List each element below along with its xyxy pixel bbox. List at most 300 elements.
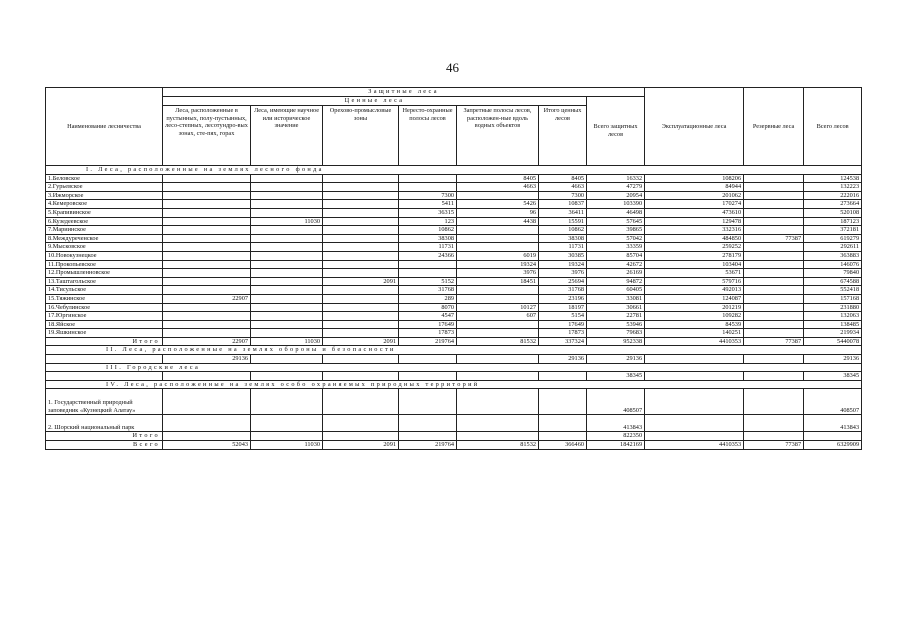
cell-value <box>744 286 804 295</box>
cell-value: 47279 <box>587 183 645 192</box>
cell-value: 1842169 <box>587 441 645 450</box>
cell-value: 273664 <box>804 200 862 209</box>
cell-value <box>163 432 251 441</box>
cell-value: 10862 <box>539 226 587 235</box>
cell-value: 822350 <box>587 432 645 441</box>
cell-value: 473610 <box>645 208 744 217</box>
section-title: II. Леса, расположенные на землях обороны и безопасности <box>46 346 862 355</box>
cell-value: 219764 <box>399 441 457 450</box>
cell-value <box>323 329 399 338</box>
section-header-row <box>46 380 862 389</box>
table-row <box>46 312 862 321</box>
cell-value <box>163 226 251 235</box>
cell-value: 38308 <box>539 234 587 243</box>
cell-value: 5411 <box>399 200 457 209</box>
cell-value <box>744 269 804 278</box>
cell-value: 4663 <box>457 183 539 192</box>
cell-value: 38345 <box>587 372 645 381</box>
table-row <box>46 329 862 338</box>
cell-value <box>323 389 399 415</box>
header-exploitation: Эксплуатационные леса <box>645 88 744 166</box>
cell-value: 17649 <box>399 320 457 329</box>
cell-value: 219934 <box>804 329 862 338</box>
cell-value <box>645 432 744 441</box>
cell-value: 30385 <box>539 251 587 260</box>
cell-value: 408507 <box>804 389 862 415</box>
cell-value: 7300 <box>399 191 457 200</box>
cell-value: 109282 <box>645 312 744 321</box>
cell-value <box>323 294 399 303</box>
cell-value: 408507 <box>587 389 645 415</box>
row-name: 6.Кузедеевское <box>46 217 163 226</box>
cell-value: 94872 <box>587 277 645 286</box>
cell-value <box>163 217 251 226</box>
cell-value <box>744 303 804 312</box>
cell-value: 16332 <box>587 174 645 183</box>
cell-value <box>163 234 251 243</box>
cell-value: 46498 <box>587 208 645 217</box>
cell-value: 3976 <box>457 269 539 278</box>
row-name: 10.Новокузнецкое <box>46 251 163 260</box>
cell-value: 10862 <box>399 226 457 235</box>
cell-value: 372181 <box>804 226 862 235</box>
cell-value <box>457 191 539 200</box>
cell-value: 2091 <box>323 337 399 346</box>
table-row <box>46 208 862 217</box>
cell-value: 278179 <box>645 251 744 260</box>
cell-value <box>323 372 399 381</box>
cell-value: 29136 <box>539 355 587 364</box>
cell-value: 552418 <box>804 286 862 295</box>
table-row <box>46 432 862 441</box>
cell-value <box>744 174 804 183</box>
cell-value <box>163 260 251 269</box>
cell-value: 607 <box>457 312 539 321</box>
section-header-row <box>46 363 862 372</box>
cell-value <box>457 226 539 235</box>
page-number: 46 <box>446 60 459 75</box>
cell-value <box>163 389 251 415</box>
cell-value <box>323 355 399 364</box>
row-name: 12.Промышленновское <box>46 269 163 278</box>
cell-value <box>457 234 539 243</box>
cell-value: 8405 <box>457 174 539 183</box>
row-name: 2.Гурьевское <box>46 183 163 192</box>
cell-value <box>163 251 251 260</box>
cell-value: 81532 <box>457 337 539 346</box>
header-sub-6: Итого ценных лесов <box>539 106 587 166</box>
cell-value: 187123 <box>804 217 862 226</box>
cell-value <box>744 432 804 441</box>
cell-value: 108206 <box>645 174 744 183</box>
cell-value <box>539 432 587 441</box>
cell-value <box>399 389 457 415</box>
row-name: 13.Таштагольское <box>46 277 163 286</box>
cell-value <box>457 243 539 252</box>
cell-value <box>645 372 744 381</box>
section-title: IV. Леса, расположенные на землях особо охраняемых природных территорий <box>46 380 862 389</box>
cell-value: 33359 <box>587 243 645 252</box>
header-sub-1: Леса, расположенные в пустынных, полу-пустынных, лесо-степных, лесотундро-вых зонах, сте-пях, горах <box>163 106 251 166</box>
cell-value <box>744 217 804 226</box>
cell-value <box>323 174 399 183</box>
cell-value <box>251 251 323 260</box>
cell-value: 53671 <box>645 269 744 278</box>
row-name: 8.Междуреченское <box>46 234 163 243</box>
cell-value: 103390 <box>587 200 645 209</box>
section-header-row <box>46 166 862 175</box>
table-row <box>46 243 862 252</box>
cell-value <box>251 432 323 441</box>
cell-value: 674588 <box>804 277 862 286</box>
cell-value <box>251 226 323 235</box>
cell-value <box>399 183 457 192</box>
cell-value <box>457 320 539 329</box>
cell-value: 18451 <box>457 277 539 286</box>
row-name <box>46 355 163 364</box>
cell-value <box>323 183 399 192</box>
cell-value <box>163 183 251 192</box>
cell-value <box>539 372 587 381</box>
cell-value <box>457 286 539 295</box>
cell-value <box>163 329 251 338</box>
cell-value <box>399 432 457 441</box>
header-sub-2: Леса, имеющие научное или историческое значение <box>251 106 323 166</box>
cell-value: 5440078 <box>804 337 862 346</box>
cell-value <box>251 372 323 381</box>
table-row <box>46 260 862 269</box>
cell-value: 124087 <box>645 294 744 303</box>
cell-value <box>323 312 399 321</box>
cell-value <box>323 251 399 260</box>
cell-value: 8405 <box>539 174 587 183</box>
cell-value: 292611 <box>804 243 862 252</box>
cell-value <box>251 234 323 243</box>
cell-value <box>323 200 399 209</box>
cell-value <box>323 320 399 329</box>
forest-table <box>45 87 862 450</box>
cell-value <box>457 415 539 432</box>
cell-value <box>163 415 251 432</box>
cell-value: 52043 <box>163 441 251 450</box>
cell-value: 31768 <box>539 286 587 295</box>
header-reserve: Резервные леса <box>744 88 804 166</box>
cell-value <box>744 243 804 252</box>
cell-value <box>163 269 251 278</box>
cell-value <box>251 277 323 286</box>
cell-value <box>251 174 323 183</box>
row-name: 2. Шорский национальный парк <box>46 415 163 432</box>
row-name: 16.Чебулинское <box>46 303 163 312</box>
table-row <box>46 389 862 415</box>
cell-value: 6019 <box>457 251 539 260</box>
cell-value <box>251 243 323 252</box>
cell-value: 132063 <box>804 312 862 321</box>
cell-value <box>744 191 804 200</box>
cell-value <box>645 389 744 415</box>
cell-value: 81532 <box>457 441 539 450</box>
row-name: Итого <box>46 432 163 441</box>
section-header-row <box>46 346 862 355</box>
cell-value: 219764 <box>399 337 457 346</box>
section-title: III. Городские леса <box>46 363 862 372</box>
header-total: Всего лесов <box>804 88 862 166</box>
table-body <box>46 166 862 450</box>
table-row <box>46 269 862 278</box>
cell-value <box>323 243 399 252</box>
cell-value: 7300 <box>539 191 587 200</box>
header-protective: Защитные леса <box>163 88 645 97</box>
cell-value <box>399 415 457 432</box>
cell-value: 25694 <box>539 277 587 286</box>
cell-value: 8070 <box>399 303 457 312</box>
cell-value <box>744 329 804 338</box>
table-row <box>46 183 862 192</box>
cell-value: 84539 <box>645 320 744 329</box>
table-row <box>46 217 862 226</box>
cell-value <box>399 174 457 183</box>
cell-value <box>163 200 251 209</box>
cell-value <box>323 191 399 200</box>
row-name: 18.Яйское <box>46 320 163 329</box>
cell-value: 140251 <box>645 329 744 338</box>
cell-value: 4410353 <box>645 441 744 450</box>
cell-value: 520108 <box>804 208 862 217</box>
cell-value: 17649 <box>539 320 587 329</box>
header-sub-4: Нересто-охранные полосы лесов <box>399 106 457 166</box>
cell-value: 170274 <box>645 200 744 209</box>
cell-value: 132223 <box>804 183 862 192</box>
cell-value <box>163 277 251 286</box>
cell-value <box>163 286 251 295</box>
cell-value <box>744 355 804 364</box>
header-sub-5: Запретные полосы лесов, расположен-ные вдоль водных объектов <box>457 106 539 166</box>
cell-value <box>163 303 251 312</box>
cell-value: 492013 <box>645 286 744 295</box>
row-name: 4.Кемеровское <box>46 200 163 209</box>
cell-value: 619279 <box>804 234 862 243</box>
cell-value <box>744 277 804 286</box>
table-row <box>46 251 862 260</box>
cell-value: 4410353 <box>645 337 744 346</box>
cell-value <box>744 260 804 269</box>
cell-value <box>163 312 251 321</box>
cell-value: 29136 <box>163 355 251 364</box>
cell-value: 39865 <box>587 226 645 235</box>
cell-value: 26169 <box>587 269 645 278</box>
cell-value: 3976 <box>539 269 587 278</box>
row-name: 5.Крапивинское <box>46 208 163 217</box>
cell-value <box>323 260 399 269</box>
cell-value <box>804 432 862 441</box>
cell-value: 11731 <box>399 243 457 252</box>
cell-value <box>251 389 323 415</box>
cell-value <box>744 251 804 260</box>
cell-value <box>163 372 251 381</box>
cell-value <box>399 269 457 278</box>
cell-value: 2091 <box>323 441 399 450</box>
cell-value <box>163 174 251 183</box>
cell-value: 6329909 <box>804 441 862 450</box>
cell-value: 5154 <box>539 312 587 321</box>
header-sub-3: Орехово-промысловые зоны <box>323 106 399 166</box>
cell-value <box>744 200 804 209</box>
cell-value <box>163 208 251 217</box>
cell-value: 31768 <box>399 286 457 295</box>
cell-value: 57042 <box>587 234 645 243</box>
cell-value <box>744 294 804 303</box>
row-name: 7.Мариинское <box>46 226 163 235</box>
row-name: Всего <box>46 441 163 450</box>
cell-value: 17873 <box>539 329 587 338</box>
cell-value <box>744 389 804 415</box>
cell-value: 57645 <box>587 217 645 226</box>
cell-value: 22781 <box>587 312 645 321</box>
cell-value: 363883 <box>804 251 862 260</box>
cell-value <box>251 208 323 217</box>
cell-value: 259252 <box>645 243 744 252</box>
cell-value: 77387 <box>744 234 804 243</box>
cell-value: 146076 <box>804 260 862 269</box>
cell-value <box>251 303 323 312</box>
cell-value: 42672 <box>587 260 645 269</box>
cell-value: 129478 <box>645 217 744 226</box>
cell-value: 20954 <box>587 191 645 200</box>
table-row <box>46 303 862 312</box>
cell-value <box>251 294 323 303</box>
cell-value: 53946 <box>587 320 645 329</box>
cell-value <box>251 329 323 338</box>
cell-value <box>457 389 539 415</box>
row-name: Итого <box>46 337 163 346</box>
cell-value: 484850 <box>645 234 744 243</box>
cell-value <box>323 303 399 312</box>
cell-value <box>251 415 323 432</box>
cell-value: 337324 <box>539 337 587 346</box>
cell-value: 17873 <box>399 329 457 338</box>
cell-value: 4547 <box>399 312 457 321</box>
cell-value <box>323 286 399 295</box>
header-total-protective: Всего защитных лесов <box>587 97 645 166</box>
cell-value: 77387 <box>744 337 804 346</box>
table-row <box>46 226 862 235</box>
cell-value: 366460 <box>539 441 587 450</box>
cell-value: 19324 <box>539 260 587 269</box>
table-row <box>46 372 862 381</box>
cell-value <box>251 200 323 209</box>
row-name: 17.Юргинское <box>46 312 163 321</box>
cell-value: 11030 <box>251 441 323 450</box>
cell-value: 11731 <box>539 243 587 252</box>
cell-value: 11030 <box>251 217 323 226</box>
cell-value <box>251 355 323 364</box>
cell-value: 579716 <box>645 277 744 286</box>
table-row <box>46 277 862 286</box>
cell-value <box>323 226 399 235</box>
cell-value <box>163 243 251 252</box>
cell-value <box>457 329 539 338</box>
cell-value: 4438 <box>457 217 539 226</box>
section-title: I. Леса, расположенные на землях лесного фонда <box>46 166 862 175</box>
cell-value: 15591 <box>539 217 587 226</box>
cell-value: 77387 <box>744 441 804 450</box>
cell-value: 36411 <box>539 208 587 217</box>
table-row <box>46 441 862 450</box>
table-row <box>46 286 862 295</box>
cell-value: 23196 <box>539 294 587 303</box>
cell-value: 10127 <box>457 303 539 312</box>
cell-value <box>744 320 804 329</box>
cell-value: 29136 <box>804 355 862 364</box>
row-name: 3.Ижморское <box>46 191 163 200</box>
cell-value <box>457 372 539 381</box>
table-row <box>46 355 862 364</box>
cell-value <box>645 415 744 432</box>
cell-value <box>744 208 804 217</box>
cell-value: 22907 <box>163 294 251 303</box>
table-row <box>46 200 862 209</box>
cell-value <box>323 217 399 226</box>
header-name: Наименование лесничества <box>46 88 163 166</box>
cell-value: 413843 <box>804 415 862 432</box>
cell-value: 22907 <box>163 337 251 346</box>
cell-value <box>744 183 804 192</box>
cell-value: 79683 <box>587 329 645 338</box>
cell-value <box>163 191 251 200</box>
cell-value <box>399 260 457 269</box>
cell-value: 79840 <box>804 269 862 278</box>
cell-value: 123 <box>399 217 457 226</box>
cell-value <box>539 415 587 432</box>
cell-value: 10837 <box>539 200 587 209</box>
cell-value <box>457 355 539 364</box>
row-name: 11.Прокопьевское <box>46 260 163 269</box>
cell-value: 11030 <box>251 337 323 346</box>
cell-value: 2091 <box>323 277 399 286</box>
cell-value: 157168 <box>804 294 862 303</box>
header-valuable: Ценные леса <box>163 97 587 106</box>
cell-value: 103404 <box>645 260 744 269</box>
cell-value <box>323 432 399 441</box>
cell-value: 5152 <box>399 277 457 286</box>
row-name: 19.Яшкинское <box>46 329 163 338</box>
cell-value: 138485 <box>804 320 862 329</box>
cell-value: 4663 <box>539 183 587 192</box>
cell-value <box>251 269 323 278</box>
cell-value: 332316 <box>645 226 744 235</box>
cell-value <box>457 294 539 303</box>
cell-value: 413843 <box>587 415 645 432</box>
cell-value <box>744 415 804 432</box>
cell-value <box>251 312 323 321</box>
cell-value <box>251 260 323 269</box>
cell-value: 30661 <box>587 303 645 312</box>
cell-value <box>323 415 399 432</box>
cell-value <box>251 286 323 295</box>
table-row <box>46 337 862 346</box>
cell-value: 952338 <box>587 337 645 346</box>
cell-value: 84944 <box>645 183 744 192</box>
cell-value <box>744 312 804 321</box>
cell-value <box>645 355 744 364</box>
cell-value <box>457 432 539 441</box>
row-name <box>46 372 163 381</box>
table-row <box>46 415 862 432</box>
row-name: 1. Государственный природный заповедник «Кузнецкий Алатау» <box>46 389 163 415</box>
cell-value: 231880 <box>804 303 862 312</box>
cell-value: 33081 <box>587 294 645 303</box>
table-row <box>46 174 862 183</box>
